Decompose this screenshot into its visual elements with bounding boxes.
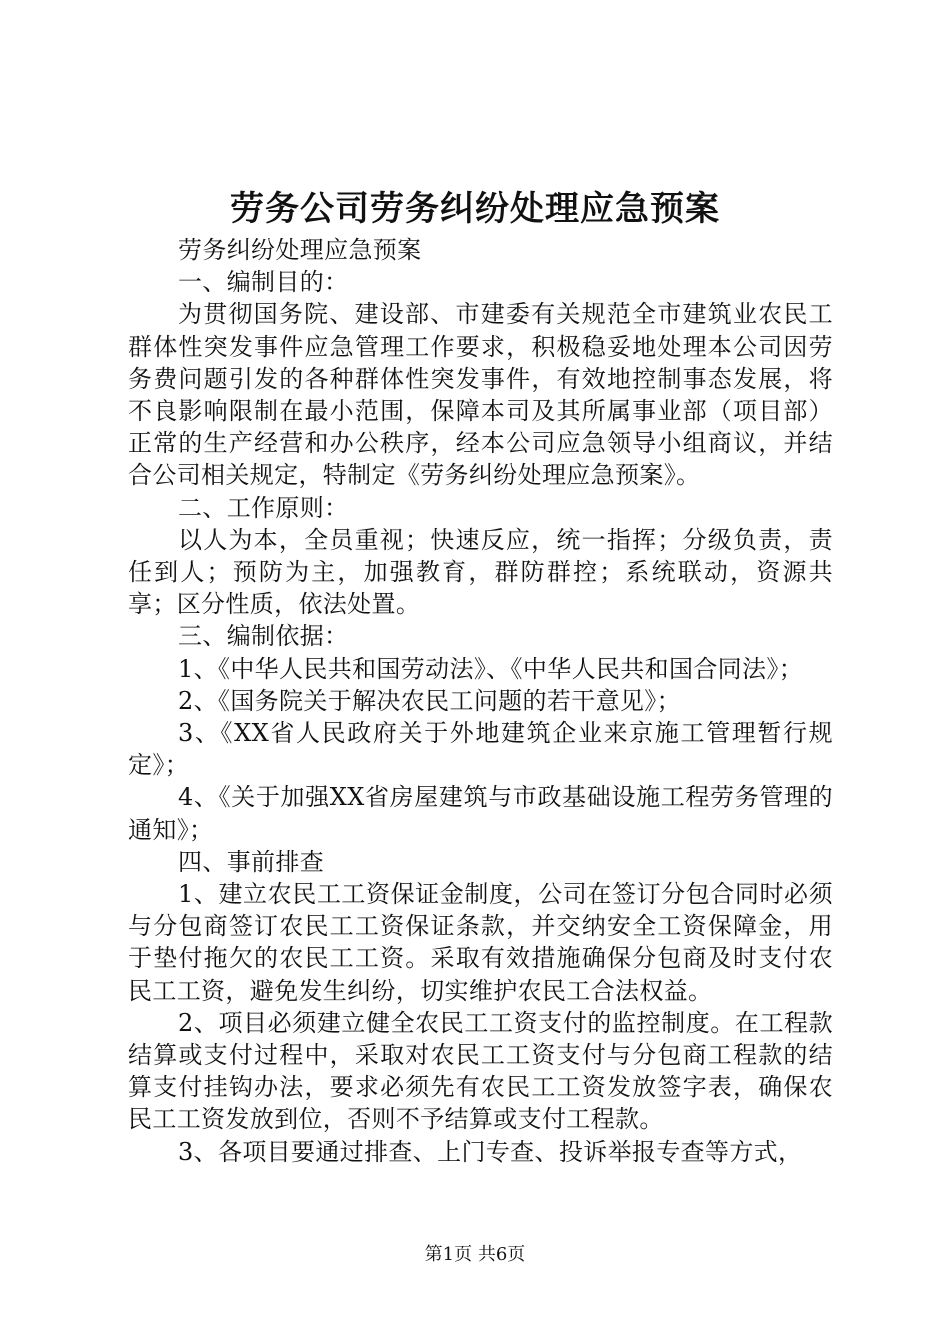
basis-item-3: 3、《XX省人民政府关于外地建筑企业来京施工管理暂行规定》； [128, 719, 833, 780]
pre-check-item-3: 3、各项目要通过排查、上门专查、投诉举报专查等方式， [178, 1137, 803, 1166]
paragraph-principles: 以人为本，全员重视；快速反应，统一指挥；分级负责，责任到人；预防为主，加强教育，群防群控；系统联动，资源共享；区分性质，依法处置。 [128, 525, 833, 619]
basis-item-1: 1、《中华人民共和国劳动法》、《中华人民共和国合同法》； [178, 654, 804, 683]
basis-item-4: 4、《关于加强XX省房屋建筑与市政基础设施工程劳务管理的通知》； [128, 783, 833, 844]
basis-item-2: 2、《国务院关于解决农民工问题的若干意见》； [178, 686, 681, 715]
page-number-footer: 第1页 共6页 [424, 1244, 526, 1265]
paragraph-subtitle: 劳务纠纷处理应急预案 [178, 236, 422, 264]
section-heading-principles: 二、工作原则： [178, 493, 349, 522]
paragraph-purpose: 为贯彻国务院、建设部、市建委有关规范全市建筑业农民工群体性突发事件应急管理工作要求，积极稳妥地处理本公司因劳务费问题引发的各种群体性突发事件，有效地控制事态发展，将不良影响限制在最小范围，保障本司及其所属事业部（项目部）正常的生产经营和办公秩序，经本公司应急领导小组商议，并结合公司相关规定，特制定《劳务纠纷处理应急预案》。 [128, 300, 833, 490]
section-heading-basis: 三、编制依据： [178, 622, 349, 651]
section-heading-pre-check: 四、事前排查 [178, 847, 325, 876]
pre-check-item-2: 2、项目必须建立健全农民工工资支付的监控制度。在工程款结算或支付过程中，采取对农民工工资支付与分包商工程款的结算支付挂钩办法，要求必须先有农民工工资发放签字表，确保农民工工资发放到位，否则不予结算或支付工程款。 [128, 1008, 833, 1134]
section-heading-purpose: 一、编制目的： [178, 268, 349, 297]
document-title: 劳务公司劳务纠纷处理应急预案 [230, 189, 720, 229]
document-body [128, 234, 833, 1168]
pre-check-item-1: 1、建立农民工工资保证金制度，公司在签订分包合同时必须与分包商签订农民工工资保证条款，并交纳安全工资保障金，用于垫付拖欠的农民工工资。采取有效措施确保分包商及时支付农民工工资，避免发生纠纷，切实维护农民工合法权益。 [128, 880, 833, 1005]
